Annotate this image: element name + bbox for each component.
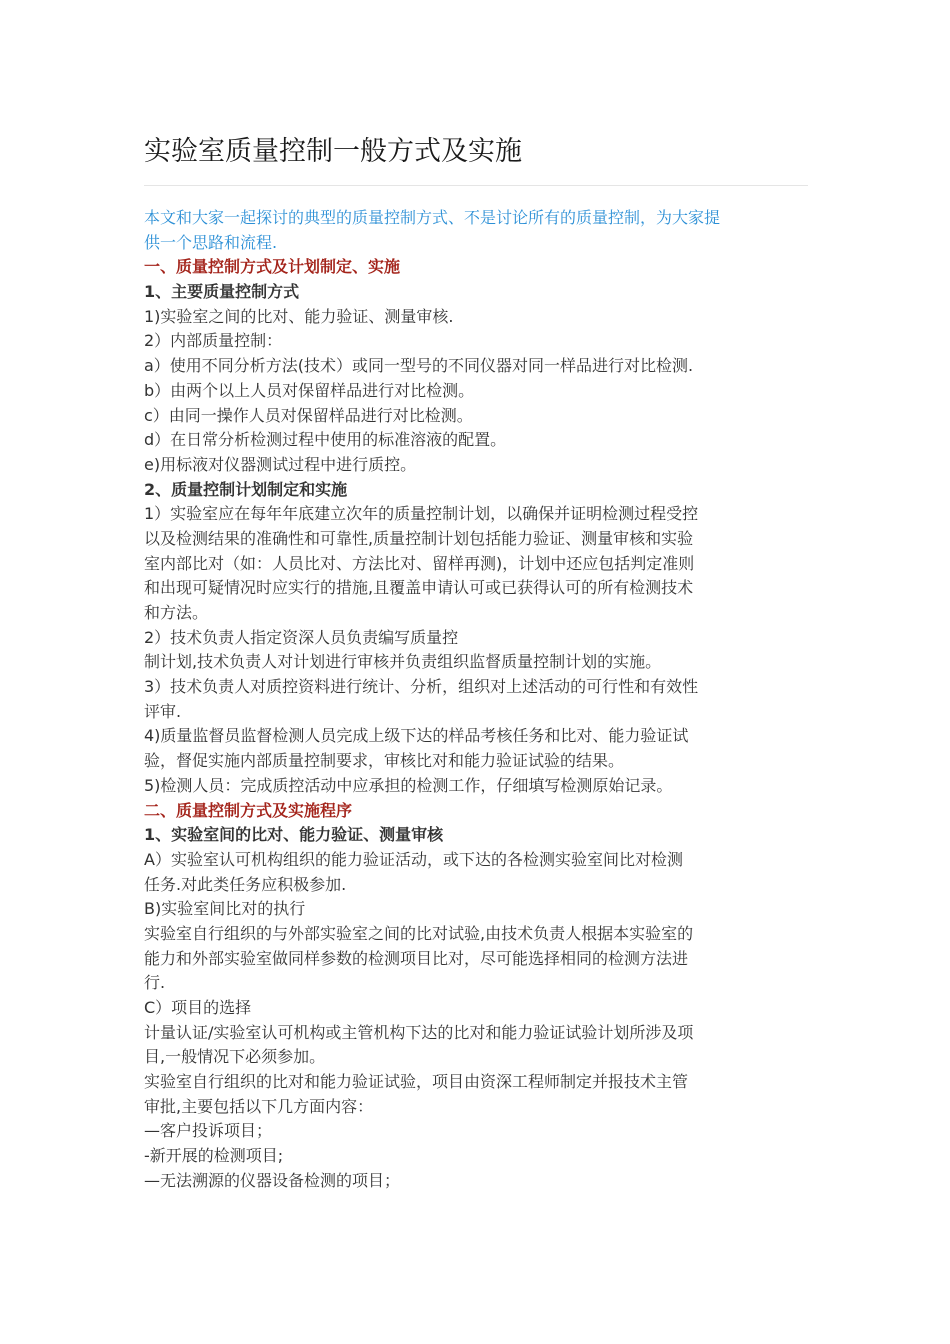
body-line: 行. (144, 973, 166, 993)
body-line: 审批,主要包括以下几方面内容： (144, 1096, 374, 1116)
body-line: 室内部比对（如：人员比对、方法比对、留样再测)，计划中还应包括判定准则 (144, 553, 695, 573)
body-line: —客户投诉项目； (144, 1121, 273, 1141)
body-line: 5)检测人员：完成质控活动中应承担的检测工作，仔细填写检测原始记录。 (144, 775, 673, 795)
body-line: 验，督促实施内部质量控制要求，审核比对和能力验证试验的结果。 (144, 751, 625, 771)
body-line: -新开展的检测项目; (144, 1146, 284, 1166)
section-heading: 二、质量控制方式及实施程序 (144, 800, 353, 820)
body-line: B)实验室间比对的执行 (144, 899, 306, 919)
body-line: b）由两个以上人员对保留样品进行对比检测。 (144, 380, 475, 400)
body-line: 和出现可疑情况时应实行的措施,且覆盖申请认可或已获得认可的所有检测技术 (144, 578, 694, 598)
body-line: A）实验室认可机构组织的能力验证活动，或下达的各检测实验室间比对检测 (144, 849, 683, 869)
title-divider (144, 185, 808, 186)
intro-line: 本文和大家一起探讨的典型的质量控制方式、不是讨论所有的质量控制，为大家提 (144, 208, 721, 227)
subsection-heading: 1、实验室间的比对、能力验证、测量审核 (144, 825, 444, 845)
body-line: 评审. (144, 701, 182, 721)
body-line: 计量认证/实验室认可机构或主管机构下达的比对和能力验证试验计划所涉及项 (144, 1022, 694, 1042)
body-line: 1）实验室应在每年年底建立次年的质量控制计划，以确保并证明检测过程受控 (144, 504, 699, 524)
body-line: 2）技术负责人指定资深人员负责编写质量控 (144, 627, 459, 647)
body-line: 能力和外部实验室做同样参数的检测项目比对，尽可能选择相同的检测方法进 (144, 948, 689, 968)
intro-line: 供一个思路和流程. (144, 232, 278, 252)
body-line: 制计划,技术负责人对计划进行审核并负责组织监督质量控制计划的实施。 (144, 652, 662, 672)
body-line: —无法溯源的仪器设备检测的项目； (144, 1170, 401, 1190)
body-line: 2）内部质量控制： (144, 331, 283, 351)
subsection-heading: 2、质量控制计划制定和实施 (144, 479, 348, 499)
body-line: 4)质量监督员监督检测人员完成上级下达的样品考核任务和比对、能力验证试 (144, 726, 689, 746)
body-line: a）使用不同分析方法(技术）或同一型号的不同仪器对同一样品进行对比检测. (144, 356, 694, 376)
body-line: 3）技术负责人对质控资料进行统计、分析，组织对上述活动的可行性和有效性 (144, 677, 699, 697)
subsection-heading: 1、主要质量控制方式 (144, 282, 300, 302)
body-line: 目,一般情况下必须参加。 (144, 1047, 326, 1067)
body-line: 以及检测结果的准确性和可靠性,质量控制计划包括能力验证、测量审核和实验 (144, 528, 694, 548)
body-line: 1)实验室之间的比对、能力验证、测量审核. (144, 306, 454, 326)
body-line: 实验室自行组织的与外部实验室之间的比对试验,由技术负责人根据本实验室的 (144, 923, 694, 943)
body-line: d）在日常分析检测过程中使用的标准溶液的配置。 (144, 430, 507, 450)
document-body (144, 206, 808, 1194)
body-line: 实验室自行组织的比对和能力验证试验，项目由资深工程师制定并报技术主管 (144, 1072, 689, 1092)
body-line: C）项目的选择 (144, 998, 252, 1017)
body-line: c）由同一操作人员对保留样品进行对比检测。 (144, 405, 473, 425)
document-title: 实验室质量控制一般方式及实施 (144, 136, 522, 167)
body-line: 和方法。 (144, 603, 209, 622)
section-heading: 一、质量控制方式及计划制定、实施 (144, 257, 401, 277)
body-line: e)用标液对仪器测试过程中进行质控。 (144, 454, 417, 474)
body-line: 任务.对此类任务应积极参加. (144, 874, 347, 894)
